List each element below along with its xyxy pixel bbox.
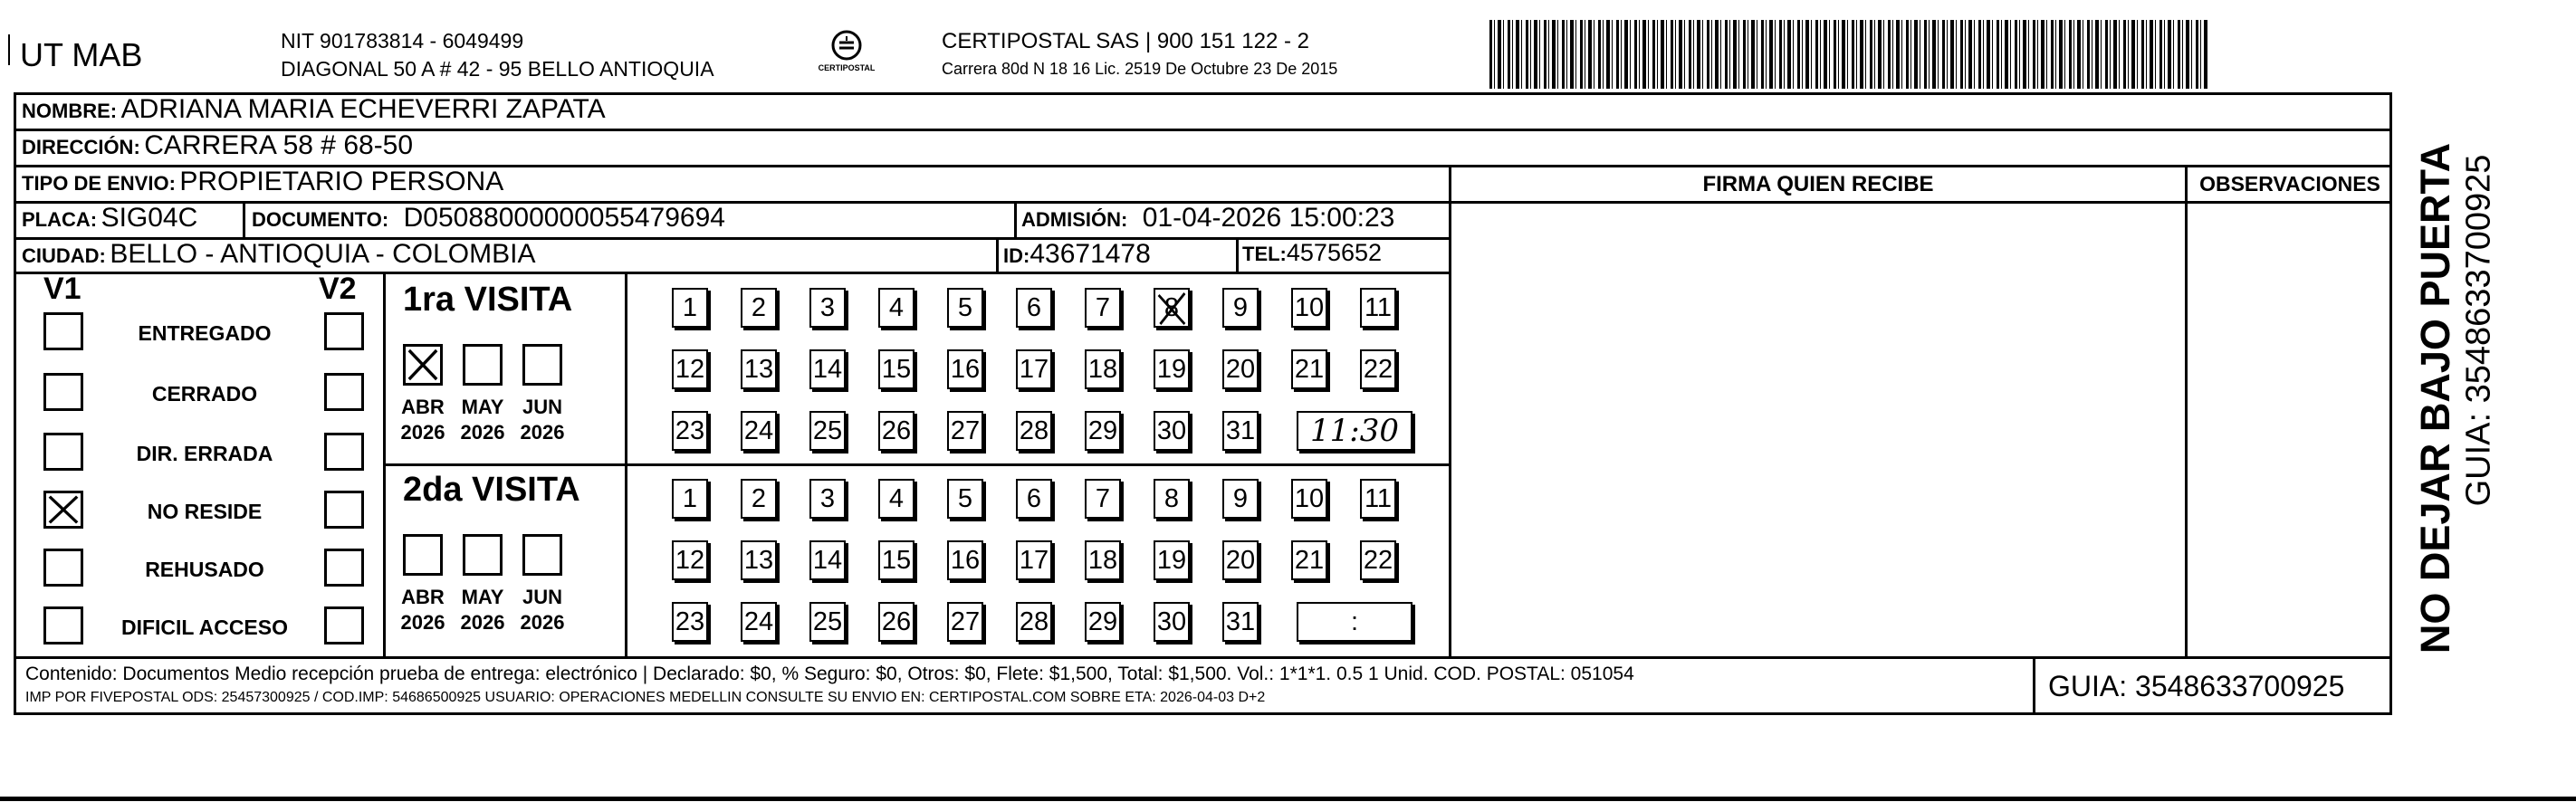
v2-checkbox[interactable] — [324, 549, 364, 587]
day-checkbox[interactable]: 10 — [1291, 479, 1327, 519]
month-checkbox[interactable] — [403, 344, 443, 386]
barcode — [1489, 20, 2209, 89]
side-guia: GUIA: 3548633700925 — [2459, 154, 2498, 507]
day-checkbox[interactable]: 4 — [878, 479, 915, 519]
v1-checkbox[interactable] — [43, 491, 83, 529]
v2-checkbox[interactable] — [324, 491, 364, 529]
month-checkbox[interactable] — [403, 534, 443, 576]
sender-nit: NIT 901783814 - 6049499 — [281, 29, 524, 53]
name-row — [22, 94, 606, 125]
month-label — [391, 395, 455, 445]
sender-name: UT MAB — [20, 36, 143, 73]
document-label: DOCUMENTO: — [252, 208, 389, 231]
month-year: 2026 — [520, 611, 565, 634]
left-edge-mark — [8, 34, 10, 65]
id-value: 43671478 — [1029, 239, 1151, 269]
side-warning: NO DEJAR BAJO PUERTA — [2412, 142, 2458, 654]
plate-label: PLACA: — [22, 208, 98, 231]
day-checkbox[interactable]: 22 — [1360, 349, 1396, 389]
bottom-rule — [0, 797, 2576, 801]
day-checkbox[interactable]: 28 — [1016, 411, 1052, 451]
status-label: NO RESIDE — [147, 500, 263, 523]
certipostal-logo — [815, 27, 878, 81]
month-label — [511, 585, 574, 635]
day-checkbox[interactable]: 17 — [1016, 540, 1052, 580]
type-row — [22, 167, 503, 197]
city-value: BELLO - ANTIOQUIA - COLOMBIA — [110, 239, 536, 269]
sender-address: DIAGONAL 50 A # 42 - 95 BELLO ANTIOQUIA — [281, 57, 714, 81]
day-checkbox[interactable]: 1 — [672, 479, 708, 519]
column-divider — [996, 237, 999, 272]
day-checkbox[interactable]: 27 — [947, 411, 983, 451]
day-checkbox[interactable]: 6 — [1016, 479, 1052, 519]
day-checkbox[interactable]: 26 — [878, 602, 915, 642]
column-divider — [1236, 237, 1239, 272]
day-checkbox[interactable]: 24 — [741, 411, 777, 451]
company-name: CERTIPOSTAL SAS | 900 151 122 - 2 — [942, 29, 1309, 53]
day-checkbox[interactable]: 12 — [672, 349, 708, 389]
month-year: 2026 — [460, 421, 505, 444]
day-checkbox[interactable] — [1154, 288, 1190, 328]
month-year: 2026 — [520, 421, 565, 444]
day-checkbox[interactable]: 11 — [1360, 479, 1396, 519]
day-checkbox[interactable]: 1 — [672, 288, 708, 328]
footer-imp: IMP POR FIVEPOSTAL ODS: 25457300925 / COD.IMP: 54686500925 USUARIO: OPERACIONES MEDELLIN CONSULTE SU ENVIO EN: CERTIPOSTAL.COM SOBRE ETA: 2026-04-03 D+2 — [25, 690, 1266, 705]
admission-value: 01-04-2026 15:00:23 — [1142, 203, 1395, 233]
day-checkbox[interactable]: 30 — [1154, 411, 1190, 451]
document-field — [252, 203, 725, 234]
status-label: REHUSADO — [145, 558, 264, 581]
day-checkbox[interactable]: 13 — [741, 349, 777, 389]
day-checkbox[interactable]: 16 — [947, 540, 983, 580]
day-checkbox[interactable]: 18 — [1085, 540, 1121, 580]
time-field[interactable]: 11:30 — [1297, 411, 1412, 451]
day-checkbox[interactable]: 3 — [809, 479, 846, 519]
day-checkbox[interactable]: 28 — [1016, 602, 1052, 642]
day-checkbox[interactable]: 15 — [878, 540, 915, 580]
name-label: NOMBRE: — [22, 100, 118, 122]
month-checkbox[interactable] — [463, 344, 503, 386]
day-checkbox[interactable]: 31 — [1222, 602, 1259, 642]
v2-checkbox[interactable] — [324, 373, 364, 411]
tel-field — [1242, 239, 1382, 267]
type-label: TIPO DE ENVIO: — [22, 172, 176, 195]
status-label: ENTREGADO — [138, 321, 272, 345]
month-year: 2026 — [400, 611, 445, 634]
day-checkbox[interactable]: 4 — [878, 288, 915, 328]
day-checkbox[interactable]: 21 — [1291, 349, 1327, 389]
day-number: 8 — [1164, 292, 1180, 322]
column-divider — [243, 201, 245, 237]
day-checkbox[interactable]: 17 — [1016, 349, 1052, 389]
day-checkbox[interactable]: 30 — [1154, 602, 1190, 642]
day-checkbox[interactable]: 9 — [1222, 479, 1259, 519]
v1-checkbox[interactable] — [43, 549, 83, 587]
id-field — [1003, 239, 1151, 270]
day-checkbox[interactable]: 12 — [672, 540, 708, 580]
status-label: CERRADO — [151, 382, 258, 406]
column-divider — [2185, 165, 2188, 656]
recipient-name: ADRIANA MARIA ECHEVERRI ZAPATA — [120, 94, 606, 124]
document-value: D05088000000055479694 — [403, 203, 725, 233]
v2-checkbox[interactable] — [324, 433, 364, 471]
v1-checkbox[interactable] — [43, 606, 83, 644]
v2-label: V2 — [319, 272, 357, 306]
day-checkbox[interactable]: 29 — [1085, 602, 1121, 642]
plate-value: SIG04C — [101, 203, 198, 233]
footer-guia: GUIA: 3548633700925 — [2048, 670, 2345, 702]
day-checkbox[interactable]: 31 — [1222, 411, 1259, 451]
v2-checkbox[interactable] — [324, 312, 364, 350]
day-checkbox[interactable]: 7 — [1085, 288, 1121, 328]
month-label — [511, 395, 574, 445]
day-checkbox[interactable]: 3 — [809, 288, 846, 328]
visit-split-line — [383, 463, 1451, 466]
column-divider — [1449, 165, 1451, 656]
time-field[interactable]: : — [1297, 602, 1412, 642]
company-license: Carrera 80d N 18 16 Lic. 2519 De Octubre 23 De 2015 — [942, 60, 1338, 78]
month-label — [451, 395, 514, 445]
day-checkbox[interactable]: 18 — [1085, 349, 1121, 389]
city-field — [22, 239, 535, 270]
footer-contents: Contenido: Documentos Medio recepción prueba de entrega: electrónico | Declarado: $0, % Seguro: $0, Otros: $0, Flete: $1,500, Total: $1,500. Vol.: 1*1*1. 0.5 1 Unid. COD. POSTAL: 051054 — [25, 664, 1634, 684]
day-checkbox[interactable]: 23 — [672, 602, 708, 642]
v2-checkbox[interactable] — [324, 606, 364, 644]
day-checkbox[interactable]: 20 — [1222, 349, 1259, 389]
id-label: ID: — [1003, 244, 1030, 267]
day-checkbox[interactable]: 11 — [1360, 288, 1396, 328]
status-label: DIFICIL ACCESO — [120, 616, 288, 639]
signature-header: FIRMA QUIEN RECIBE — [1702, 172, 1934, 196]
admission-label: ADMISIÓN: — [1021, 208, 1128, 231]
row-divider — [14, 272, 1451, 274]
v1-checkbox[interactable] — [43, 312, 83, 350]
day-checkbox[interactable]: 16 — [947, 349, 983, 389]
day-checkbox[interactable]: 22 — [1360, 540, 1396, 580]
month-name: JUN — [522, 396, 562, 418]
tel-value: 4575652 — [1286, 239, 1383, 266]
second-visit-title: 2da VISITA — [403, 471, 580, 509]
day-checkbox[interactable]: 13 — [741, 540, 777, 580]
address-label: DIRECCIÓN: — [22, 136, 140, 158]
month-year: 2026 — [460, 611, 505, 634]
first-visit-title: 1ra VISITA — [403, 281, 573, 319]
day-checkbox[interactable]: 25 — [809, 602, 846, 642]
logo-caption: CERTIPOSTAL — [818, 63, 876, 72]
month-checkbox[interactable] — [463, 534, 503, 576]
month-label — [391, 585, 455, 635]
admission-field — [1021, 203, 1394, 234]
month-name: JUN — [522, 586, 562, 608]
observations-header: OBSERVACIONES — [2199, 172, 2380, 196]
address-row — [22, 130, 413, 161]
v1-checkbox[interactable] — [43, 433, 83, 471]
column-divider — [2033, 656, 2035, 715]
shipment-type: PROPIETARIO PERSONA — [179, 167, 504, 196]
month-checkbox[interactable] — [522, 534, 562, 576]
city-label: CIUDAD: — [22, 244, 106, 267]
month-name: MAY — [461, 586, 504, 608]
day-checkbox[interactable]: 21 — [1291, 540, 1327, 580]
day-checkbox[interactable]: 9 — [1222, 288, 1259, 328]
day-checkbox[interactable]: 25 — [809, 411, 846, 451]
plate-field — [22, 203, 197, 234]
day-checkbox[interactable]: 8 — [1154, 479, 1190, 519]
month-label — [451, 585, 514, 635]
day-checkbox[interactable]: 2 — [741, 479, 777, 519]
column-divider — [1014, 201, 1017, 237]
sign-header-line — [1451, 201, 2392, 204]
day-checkbox[interactable]: 2 — [741, 288, 777, 328]
day-checkbox[interactable]: 26 — [878, 411, 915, 451]
month-name: ABR — [401, 396, 445, 418]
day-checkbox[interactable]: 24 — [741, 602, 777, 642]
day-checkbox[interactable]: 19 — [1154, 349, 1190, 389]
month-name: ABR — [401, 586, 445, 608]
v1-checkbox[interactable] — [43, 373, 83, 411]
day-checkbox[interactable]: 5 — [947, 288, 983, 328]
month-checkbox[interactable] — [522, 344, 562, 386]
day-checkbox[interactable]: 14 — [809, 349, 846, 389]
v1-label: V1 — [43, 272, 81, 306]
day-checkbox[interactable]: 20 — [1222, 540, 1259, 580]
day-checkbox[interactable]: 6 — [1016, 288, 1052, 328]
recipient-address: CARRERA 58 # 68-50 — [144, 130, 414, 160]
day-checkbox[interactable]: 10 — [1291, 288, 1327, 328]
day-checkbox[interactable]: 27 — [947, 602, 983, 642]
month-name: MAY — [461, 396, 504, 418]
day-checkbox[interactable]: 23 — [672, 411, 708, 451]
month-year: 2026 — [400, 421, 445, 444]
day-checkbox[interactable]: 19 — [1154, 540, 1190, 580]
day-checkbox[interactable]: 15 — [878, 349, 915, 389]
day-checkbox[interactable]: 14 — [809, 540, 846, 580]
day-checkbox[interactable]: 29 — [1085, 411, 1121, 451]
day-checkbox[interactable]: 5 — [947, 479, 983, 519]
tel-label: TEL: — [1242, 243, 1287, 265]
status-label: DIR. ERRADA — [136, 442, 273, 465]
day-checkbox[interactable]: 7 — [1085, 479, 1121, 519]
